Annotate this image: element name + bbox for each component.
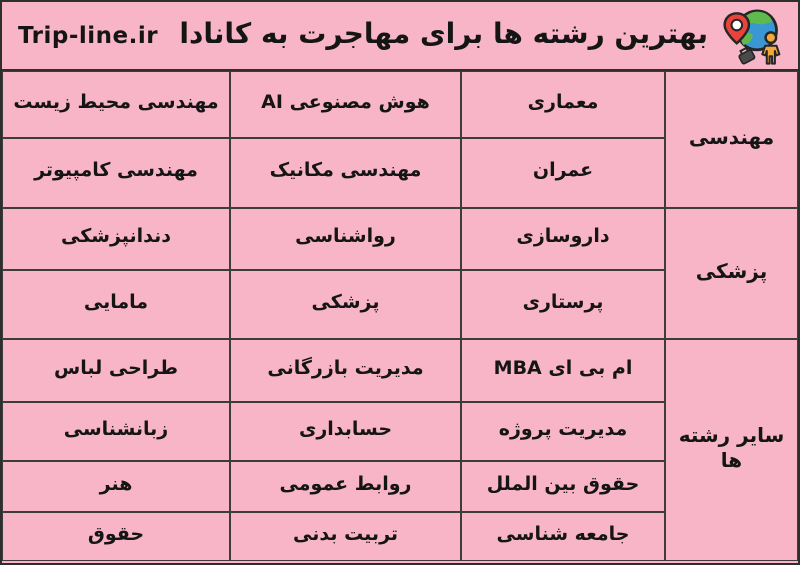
category-cell-2: سایر رشته ها <box>665 339 798 561</box>
field-cell: مدیریت پروژه <box>461 402 665 461</box>
field-cell: حقوق بین الملل <box>461 461 665 512</box>
field-cell: طراحی لباس <box>2 339 230 402</box>
field-cell: عمران <box>461 138 665 208</box>
globe-pin-traveler-icon <box>718 6 788 66</box>
category-cell-1: پزشکی <box>665 208 798 339</box>
field-cell: جامعه شناسی <box>461 512 665 561</box>
field-cell: زبانشناسی <box>2 402 230 461</box>
field-cell: ام بی ای MBA <box>461 339 665 402</box>
traveler-person-icon <box>762 32 779 63</box>
field-cell: مهندسی کامپیوتر <box>2 138 230 208</box>
header <box>2 2 798 71</box>
field-cell: دندانپزشکی <box>2 208 230 270</box>
field-cell: حقوق <box>2 512 230 561</box>
page-title: بهترین رشته ها برای مهاجرت به کانادا <box>179 17 708 50</box>
field-cell: حسابداری <box>230 402 461 461</box>
field-cell: مهندسی محیط زیست <box>2 71 230 138</box>
field-cell: هوش مصنوعی AI <box>230 71 461 138</box>
field-cell: مدیریت بازرگانی <box>230 339 461 402</box>
field-cell: پزشکی <box>230 270 461 339</box>
brand-text: Trip-line.ir <box>18 22 159 49</box>
field-cell: پرستاری <box>461 270 665 339</box>
field-cell: معماری <box>461 71 665 138</box>
field-cell: روابط عمومی <box>230 461 461 512</box>
category-cell-0: مهندسی <box>665 71 798 208</box>
fields-table <box>2 71 798 561</box>
field-cell: رواشناسی <box>230 208 461 270</box>
field-cell: هنر <box>2 461 230 512</box>
field-cell: مامایی <box>2 270 230 339</box>
field-cell: مهندسی مکانیک <box>230 138 461 208</box>
field-cell: داروسازی <box>461 208 665 270</box>
field-cell: تربیت بدنی <box>230 512 461 561</box>
